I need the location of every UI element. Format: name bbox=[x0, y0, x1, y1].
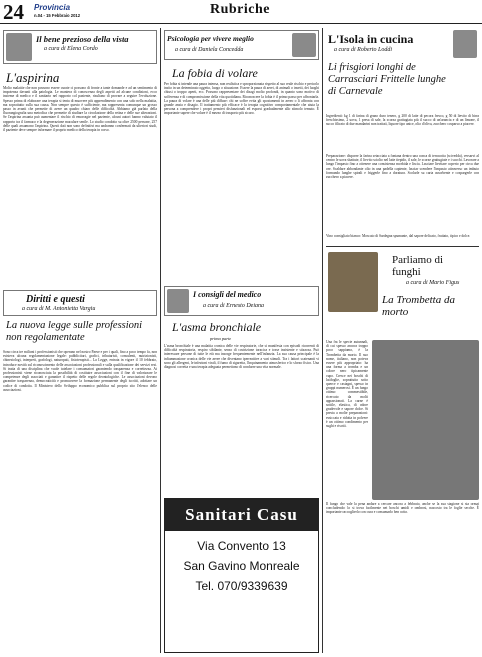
ad-box bbox=[164, 498, 319, 653]
column-title: I consigli del medico bbox=[193, 290, 262, 299]
article-body: Molto malattie che non possono essere curate ci possono di fronte a tante domande e ad un sentimento di impotenza davanti alla patologia. Le maniera di conoscenza degli aspetti ad alcune condizioni, ecco insieme di medico e il sanitario nel rapporto col paziente, risultano di provare a seguire l'evoluzione. Spesso prima di elaborare una terapia si tenta di muovere più apprendimento con una solo nella malattia, ma soprattutto sulla sua causa. Non sempre questo è sufficiente, ma rappresenta comunque un grosso passo in avanti che permette di avere un quadro chiaro delle difficoltà. Abbiamo già parlato della fluorangiografia una metodica che permette di studiare la circolazione della retina e delle sue alterazioni. Se l'aspirina assunta può aumentare il rischio di emorragie nel paziente, alcuni autori hanno valutato il rapporto tra il farmaco e la degenerazione maculare senile. Lo studio condotto su oltre 2500 persone, 257 delle quali assumono l'aspirina. Questi dati non sono definitivi ma andranno confermati da ulteriori studi, il paziente deve sempre informare il proprio medico della terapia in corso. bbox=[3, 86, 157, 133]
byline: a cura di Daniela Concedda bbox=[175, 47, 244, 53]
wine-pairing: Vino consigliato bianco: Moscato di Sardegna spumante, dal sapore delicato, fruttato, tipico e dolce. bbox=[326, 234, 471, 238]
byline: a cura di Roberto Loddi bbox=[334, 47, 392, 53]
recipe-ingredients: Ingredienti: kg 1 di farina di grano duro tenero, g 200 di latte di pecora fresco, g 50 di lievito di birra freschissimo, 2 uova, 1 presa di sale, la scorza grattugiata più il succo di un'arancia e di un limone, il succo filtrato di due mandarini non trattati, liquore tipo anice, olio d'oliva, zucchero cosparso a piacere. bbox=[326, 114, 479, 127]
article-title: La Trombetta da morto bbox=[382, 294, 455, 318]
ad-name: Sanitari Casu bbox=[165, 499, 318, 531]
article-body: Sono circa tre milioni i professionisti che operano nel nostro Paese e per i quali, fino a poco tempo fa, non esisteva alcuna regolamentazione legale: pubblicitari, grafici, tributaristi, consulenti, nutrizionisti, chinesiologi, interpreti, grafologi, naturopati, fisioterapisti... La Legge, entrata in vigore il 10 febbraio, introduce novità sul riconoscimento delle associazioni professionali e sulla qualificazione dei servizi resi. Si tratta di una disciplina che vuole tutelare i consumatori garantendo trasparenza e correttezza. Ai professionisti viene riconosciuta la possibilità di costituire associazioni con il fine di valorizzare le competenze degli associati e garantire il rispetto delle regole deontologiche. Le associazioni devono garantire trasparenza, democraticità e promuovere la formazione permanente degli iscritti, adottare un codice di condotta. Il Ministero dello Sviluppo economico pubblica sul proprio sito l'elenco delle associazioni. bbox=[3, 350, 157, 392]
divider bbox=[326, 246, 479, 247]
article-body: Il fungo che vale la pena andare a cercare ancora a febbraio, anche se la sua stagione si sta ormai concludendo: lo si trova facilmente nei boschi umidi e ombrosi, nascosto tra le foglie secche. È importante raccoglierlo con cura e consumarlo ben cotto. bbox=[326, 502, 479, 515]
article-title: La fobia di volare bbox=[172, 66, 258, 80]
byline: a cura di Elena Cordo bbox=[44, 46, 98, 52]
psicologia-header-box bbox=[164, 30, 319, 60]
article-body: Una fra le specie autunnali, di cui spesso ancora troppo poco sappiamo, è la Trombetta da morto. Il suo nome, italiano, non poteva essere più appropriato: ha una forma a tromba e un colore nero tipicamente cupo. Cresce nei boschi di latifoglie, soprattutto sotto querce e castagni, spesso in gruppi numerosi. È un fungo ottimo commestibile, ricercato da molti appassionati. La carne è sottile, elastica, di odore gradevole e sapore dolce. Si presta a molte preparazioni: essiccata e ridotta in polvere è un ottimo condimento per sughi e risotti. bbox=[326, 340, 368, 429]
medico-header-box bbox=[164, 286, 319, 316]
article-body: Per fobia si intende una paura intensa, non realistica e sproporzionata rispetto al suo reale rischio e pericolo insito in un determinato oggetto, luogo o situazione. Essere la paura di aerei, di animali o insetti, dei luoghi chiusi o troppo aperti, ecc. Possono rappresentare dei disagi molto profondi, in quanto sono motivo di sofferenza e di compromissione della vita quotidiana. Riconoscere la fobia è il primo passo per affrontarla. La paura di volare è una delle più diffuse: chi ne soffre evita gli spostamenti in aereo o li affronta con grande ansia e disagio. Il trattamento più efficace è la terapia cognitivo comportamentale che aiuta la persona a comprendere i propri pensieri disfunzionali ed esporsi gradualmente allo stimolo temuto. È importante sapere che volare è il mezzo di trasporto più sicuro. bbox=[164, 82, 319, 116]
article-body: L'asma bronchiale è una malattia cronica delle vie respiratorie, che si manifesta con episodi ricorrenti di difficoltà respiratoria, respiro sibilante, senso di costrizione toracica e tosse insistente e stizzosa. Può interessare persone di tutte le età ma insorge frequentemente nell'infanzia. La sua causa principale è la infiammazione cronica delle vie aeree che diventano iperreattive a vari stimoli. Tra i fattori scatenanti vi sono gli allergeni, le infezioni virali, il fumo di sigaretta, l'inquinamento atmosferico e lo sforzo fisico. Una diagnosi corretta e una terapia adeguata permettono di condurre una vita normale. bbox=[164, 344, 319, 370]
column-divider bbox=[160, 28, 161, 653]
article-title: L'asma bronchiale bbox=[172, 320, 262, 334]
author-photo bbox=[6, 33, 32, 61]
column-title: Psicologia per vivere meglio bbox=[167, 34, 254, 43]
article-title: L'aspirina bbox=[6, 70, 60, 85]
cucina-header-box bbox=[326, 30, 479, 60]
byline: a cura di M. Antonietta Vargiu bbox=[22, 306, 96, 312]
article-title: Li frisgiori longhi de Carrasciari Frittelle lunghe di Carnevale bbox=[328, 62, 446, 97]
ad-address: Via Convento 13 bbox=[197, 539, 286, 553]
column-title: L'Isola in cucina bbox=[328, 32, 414, 46]
issue-date: n.04 - 15 Febbraio 2012 bbox=[34, 13, 81, 18]
column-divider bbox=[322, 28, 323, 653]
byline: a cura di Mario Figus bbox=[406, 280, 460, 286]
page-number: 24 bbox=[3, 0, 24, 24]
author-photo bbox=[292, 33, 316, 57]
funghi-header-box bbox=[326, 250, 479, 320]
column-title: Il bene prezioso della vista bbox=[36, 34, 129, 44]
article-title: La nuova legge sulle professioni non regolamentate bbox=[6, 320, 143, 343]
section-title: Rubriche bbox=[210, 2, 270, 17]
ad-phone: Tel. 070/9339639 bbox=[195, 579, 288, 593]
article-subtitle: prima parte bbox=[210, 336, 232, 341]
author-photo bbox=[167, 289, 189, 313]
author-photo bbox=[453, 30, 477, 58]
byline: a cura di Ernesto Deiana bbox=[203, 303, 264, 309]
ad-city: San Gavino Monreale bbox=[183, 559, 300, 573]
page-header bbox=[0, 0, 482, 24]
mushroom-photo bbox=[372, 340, 479, 500]
recipe-preparation: Preparazione: disporre la farina setacciata a fontana dentro una conca di terracotta (scivedda), versarvi al centro le uova sbattute, il lievito sciolto nel latte tiepido, il sale, le scorze grattugiate e i succhi. Lavorare a lungo l'impasto fino a ottenere una consistenza morbida e liscia. Lasciare lievitare coperto per circa due ore. Scaldare abbondante olio in una padella capiente, lasciar scendere l'impasto attraverso un imbuto formando lunghe spirali e friggerle fino a doratura. Scolarle su carta assorbente e cospargerle con zucchero a piacere. bbox=[326, 154, 479, 180]
mushroom-photo bbox=[328, 252, 378, 312]
brand-logo: Provincia bbox=[34, 3, 71, 12]
column-title: Diritti e questi bbox=[26, 294, 85, 305]
vista-header-box bbox=[3, 30, 157, 64]
diritti-header-box bbox=[3, 290, 157, 316]
column-title: Parliamo di funghi bbox=[392, 254, 444, 278]
